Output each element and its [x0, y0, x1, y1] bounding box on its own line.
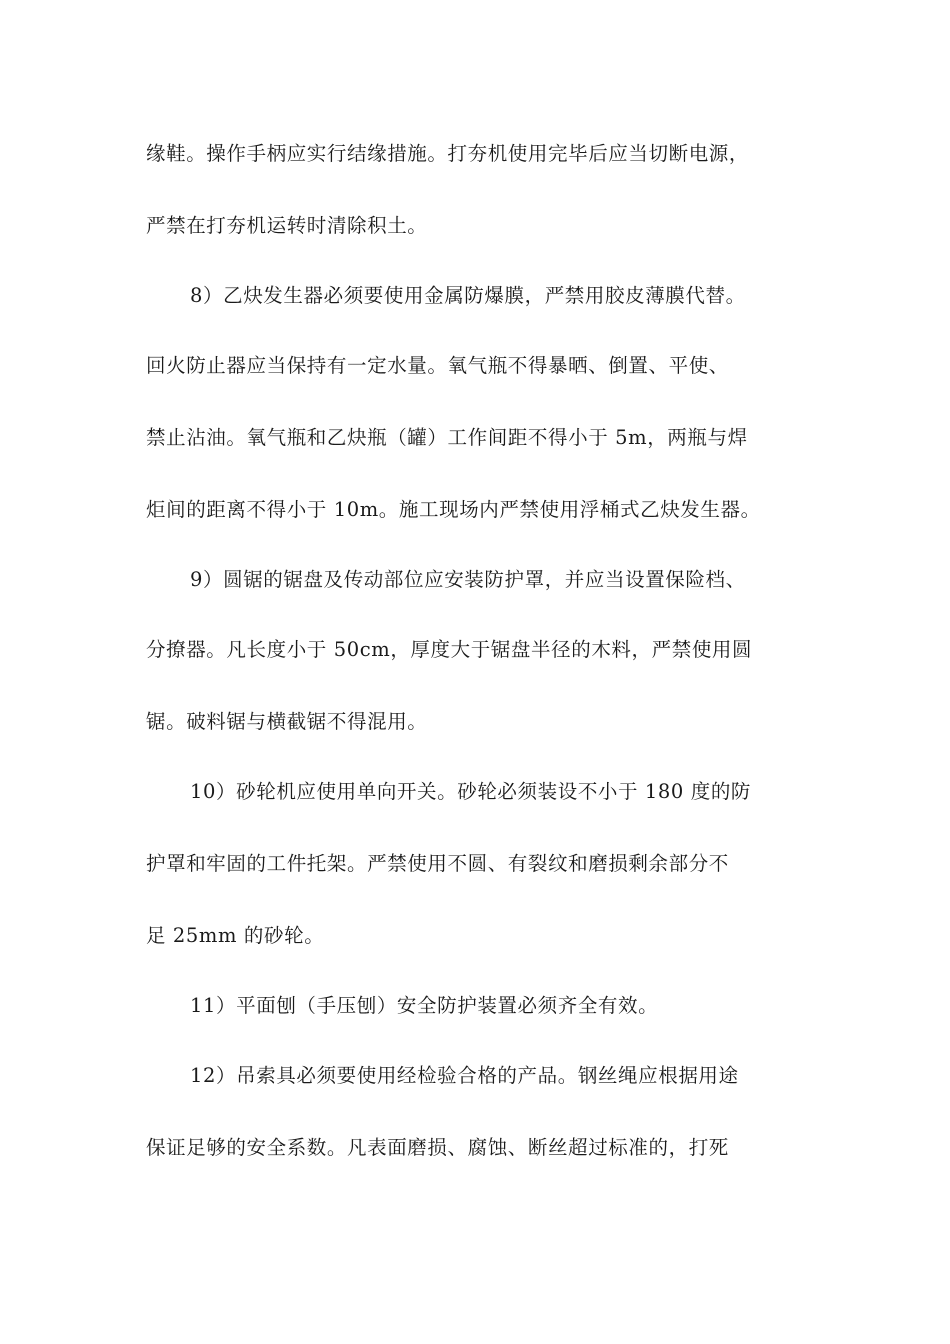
text-line: 分撩器。凡长度小于 50cm，厚度大于锯盘半径的木料，严禁使用圆	[146, 638, 753, 661]
text-line: 保证足够的安全系数。凡表面磨损、腐蚀、断丝超过标准的，打死	[146, 1136, 729, 1159]
text-line: 禁止沾油。氧气瓶和乙炔瓶（罐）工作间距不得小于 5m，两瓶与焊	[146, 426, 748, 449]
paragraph-11: 11）平面刨（手压刨）安全防护装置必须齐全有效。	[190, 994, 659, 1017]
text-line: 足 25mm 的砂轮。	[146, 924, 325, 947]
paragraph-12-start: 12）吊索具必须要使用经检验合格的产品。钢丝绳应根据用途	[190, 1064, 739, 1087]
text-line: 炬间的距离不得小于 10m。施工现场内严禁使用浮桶式乙炔发生器。	[146, 498, 761, 521]
paragraph-8-start: 8）乙炔发生器必须要使用金属防爆膜，严禁用胶皮薄膜代替。	[190, 284, 746, 307]
paragraph-10-start: 10）砂轮机应使用单向开关。砂轮必须装设不小于 180 度的防	[190, 780, 752, 803]
paragraph-9-start: 9）圆锯的锯盘及传动部位应安装防护罩，并应当设置保险档、	[190, 568, 746, 591]
text-line: 锯。破料锯与横截锯不得混用。	[146, 710, 428, 733]
text-line: 护罩和牢固的工件托架。严禁使用不圆、有裂纹和磨损剩余部分不	[146, 852, 729, 875]
text-line: 缘鞋。操作手柄应实行结缘措施。打夯机使用完毕后应当切断电源，	[146, 142, 750, 165]
text-line: 严禁在打夯机运转时清除积土。	[146, 214, 428, 237]
text-line: 回火防止器应当保持有一定水量。氧气瓶不得暴晒、倒置、平使、	[146, 354, 729, 377]
